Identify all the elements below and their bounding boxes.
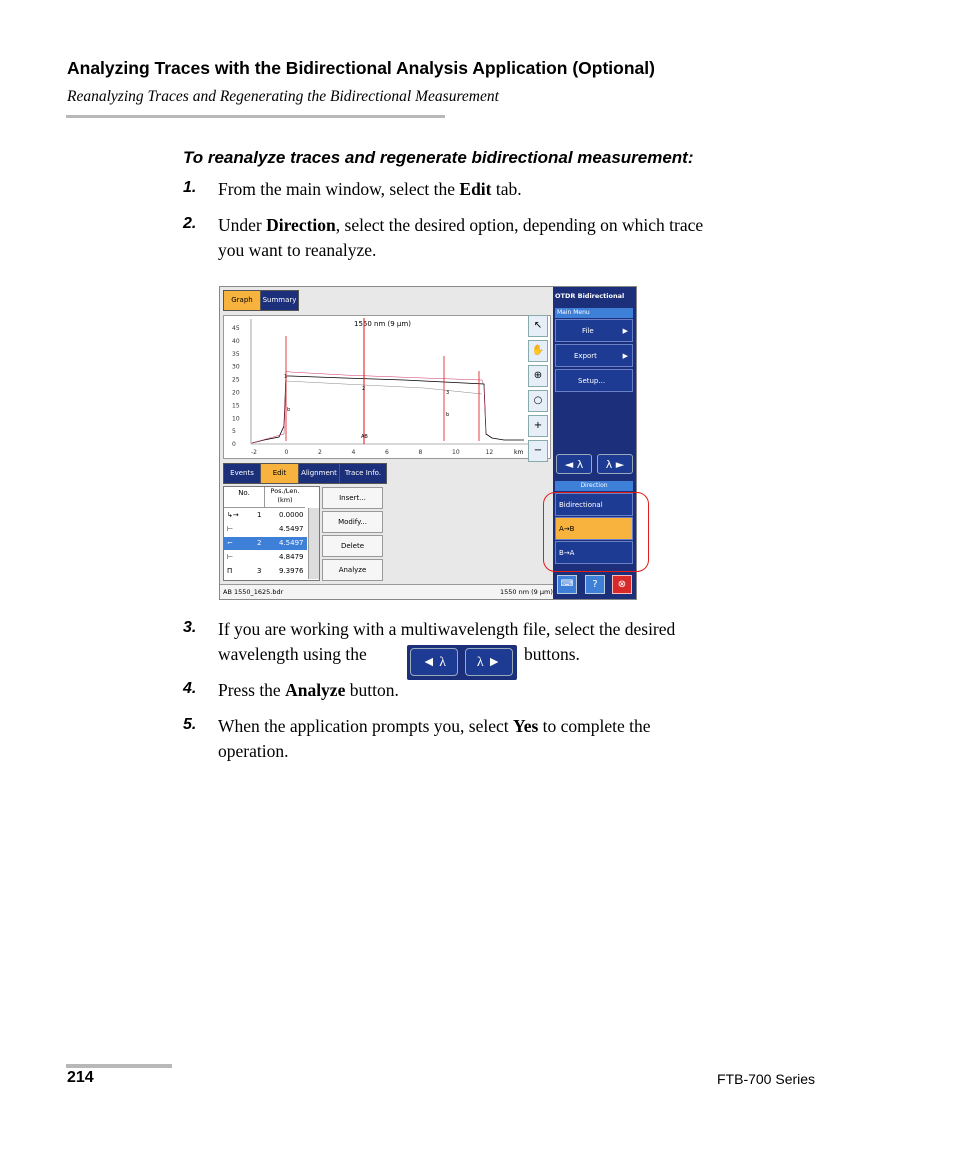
y-tick-label: 0 bbox=[232, 441, 236, 449]
wavelength-next-button[interactable]: λ ► bbox=[465, 648, 513, 676]
status-wavelength: 1550 nm (9 µm) bbox=[500, 588, 553, 596]
direction-a-to-b[interactable]: A→B bbox=[555, 517, 633, 540]
event-position: 9.3976 bbox=[279, 567, 304, 575]
x-tick-label: -2 bbox=[251, 449, 257, 456]
x-tick-label: 4 bbox=[351, 449, 356, 456]
step-text: Under Direction, select the desired option, depending on which trace you want to reanalyze. bbox=[218, 215, 704, 260]
section-subtitle: Reanalyzing Traces and Regenerating the Bidirectional Measurement bbox=[67, 88, 499, 105]
direction-b-to-a[interactable]: B→A bbox=[555, 541, 633, 564]
table-row[interactable] bbox=[224, 523, 307, 536]
event-label: 1 bbox=[284, 374, 288, 380]
y-tick-label: 25 bbox=[232, 376, 240, 384]
event-type-icon: ⊢ bbox=[227, 553, 234, 561]
y-tick-label: 15 bbox=[232, 402, 240, 410]
table-row[interactable] bbox=[224, 509, 307, 522]
table-row[interactable] bbox=[224, 537, 307, 550]
step-number: 4. bbox=[183, 680, 197, 697]
event-number: 1 bbox=[257, 511, 262, 519]
keyboard-icon[interactable]: ⌨ bbox=[557, 575, 577, 594]
event-position: 4.5497 bbox=[279, 525, 304, 533]
tab-summary[interactable]: Summary bbox=[260, 290, 299, 311]
file-menu-button[interactable]: File ▶ bbox=[555, 319, 633, 342]
arrow-right-icon: ▶ bbox=[622, 352, 628, 360]
section-title: Analyzing Traces with the Bidirectional Analysis Application (Optional) bbox=[67, 58, 655, 78]
app-screenshot bbox=[219, 286, 637, 600]
analyze-button[interactable]: Analyze bbox=[322, 559, 383, 581]
x-tick-label: 10 bbox=[452, 449, 460, 456]
zoom-out-icon[interactable]: − bbox=[528, 440, 548, 462]
setup-button[interactable]: Setup... bbox=[555, 369, 633, 392]
insert-button[interactable]: Insert... bbox=[322, 487, 383, 509]
wavelength-buttons-image bbox=[407, 645, 517, 680]
event-number: 3 bbox=[257, 567, 262, 575]
events-table bbox=[223, 486, 320, 581]
trace-plot bbox=[224, 316, 550, 458]
event-position: 4.5497 bbox=[279, 539, 304, 547]
event-type-icon: ⊢ bbox=[227, 525, 234, 533]
y-tick-label: 30 bbox=[232, 363, 240, 371]
step-text: From the main window, select the Edit tab. bbox=[218, 179, 522, 199]
step-text: When the application prompts you, select Yes to complete the operation. bbox=[218, 716, 651, 761]
y-tick-label: 5 bbox=[232, 428, 236, 436]
step-text: If you are working with a multiwavelength file, select the desired bbox=[218, 619, 676, 639]
header-rule bbox=[66, 115, 445, 118]
direction-label: Direction bbox=[555, 481, 633, 491]
help-icon[interactable]: ? bbox=[585, 575, 605, 594]
marker-label: AB bbox=[361, 434, 368, 440]
table-scrollbar[interactable] bbox=[308, 508, 319, 579]
y-tick-label: 35 bbox=[232, 350, 240, 358]
table-row[interactable] bbox=[224, 565, 307, 578]
event-position: 4.8479 bbox=[279, 553, 304, 561]
x-tick-label: 6 bbox=[385, 449, 389, 456]
graph-toolbar bbox=[528, 315, 548, 455]
wavelength-prev-button[interactable]: ◄ λ bbox=[410, 648, 458, 676]
marker-label: b bbox=[287, 407, 291, 413]
event-type-icon: ⌐ bbox=[227, 539, 233, 547]
status-file: AB 1550_1625.bdr bbox=[223, 588, 284, 596]
step-number: 5. bbox=[183, 716, 197, 733]
close-icon[interactable]: ⊗ bbox=[612, 575, 632, 594]
zoom-fit-icon[interactable]: ○ bbox=[528, 390, 548, 412]
tab-trace-info[interactable]: Trace Info. bbox=[339, 463, 387, 484]
tab-edit[interactable]: Edit bbox=[260, 463, 299, 484]
modify-button[interactable]: Modify... bbox=[322, 511, 383, 533]
step-number: 2. bbox=[183, 215, 197, 232]
app-title: OTDR Bidirectional bbox=[555, 292, 625, 300]
marker-label: b bbox=[446, 412, 450, 418]
delete-button[interactable]: Delete bbox=[322, 535, 383, 557]
zoom-in-icon[interactable]: + bbox=[528, 415, 548, 437]
direction-highlight bbox=[543, 492, 649, 572]
zoom-area-icon[interactable]: ⊕ bbox=[528, 365, 548, 387]
x-tick-label: 2 bbox=[318, 449, 322, 456]
x-tick-label: 0 bbox=[284, 449, 289, 456]
event-number: 2 bbox=[257, 539, 262, 547]
step-text: buttons. bbox=[524, 644, 580, 664]
trace-line bbox=[286, 381, 482, 394]
step-text: Press the Analyze button. bbox=[218, 680, 399, 700]
x-unit: km bbox=[514, 449, 524, 456]
step-text: wavelength using the bbox=[218, 644, 367, 664]
x-tick-label: 8 bbox=[418, 449, 423, 456]
x-tick-label: 12 bbox=[485, 449, 494, 456]
page-number: 214 bbox=[67, 1069, 94, 1086]
event-position: 0.0000 bbox=[279, 511, 304, 519]
otdr-graph bbox=[223, 315, 551, 459]
wavelength-next-button[interactable]: λ ► bbox=[597, 454, 633, 474]
direction-bidirectional[interactable]: Bidirectional bbox=[555, 493, 633, 516]
tab-graph[interactable]: Graph bbox=[223, 290, 261, 311]
arrow-right-icon: ▶ bbox=[622, 327, 628, 335]
y-tick-label: 10 bbox=[232, 415, 240, 423]
footer-rule bbox=[66, 1064, 172, 1068]
tab-alignment[interactable]: Alignment bbox=[298, 463, 340, 484]
table-row[interactable] bbox=[224, 551, 307, 564]
step-number: 3. bbox=[183, 619, 197, 636]
wavelength-prev-button[interactable]: ◄ λ bbox=[556, 454, 592, 474]
procedure-title: To reanalyze traces and regenerate bidirectional measurement: bbox=[183, 148, 694, 167]
y-tick-label: 20 bbox=[232, 389, 240, 397]
event-label: 2 bbox=[362, 386, 366, 392]
hand-icon[interactable]: ✋ bbox=[528, 340, 548, 362]
y-tick-label: 40 bbox=[232, 337, 240, 345]
main-menu-label: Main Menu bbox=[555, 308, 633, 318]
graph-title: 1550 nm (9 µm) bbox=[354, 320, 411, 328]
y-tick-label: 45 bbox=[232, 325, 240, 332]
event-type-icon: Π bbox=[227, 567, 233, 575]
event-label: 3 bbox=[446, 390, 450, 396]
tab-events[interactable]: Events bbox=[223, 463, 261, 484]
event-type-icon: ↳→ bbox=[227, 511, 239, 519]
column-header: No. bbox=[224, 487, 265, 508]
pointer-icon[interactable]: ↖ bbox=[528, 315, 548, 337]
status-bar bbox=[220, 584, 553, 599]
step-number: 1. bbox=[183, 179, 197, 196]
export-menu-button[interactable]: Export ▶ bbox=[555, 344, 633, 367]
product-series: FTB-700 Series bbox=[717, 1071, 816, 1087]
column-header: Pos./Len. (km) bbox=[265, 487, 305, 508]
